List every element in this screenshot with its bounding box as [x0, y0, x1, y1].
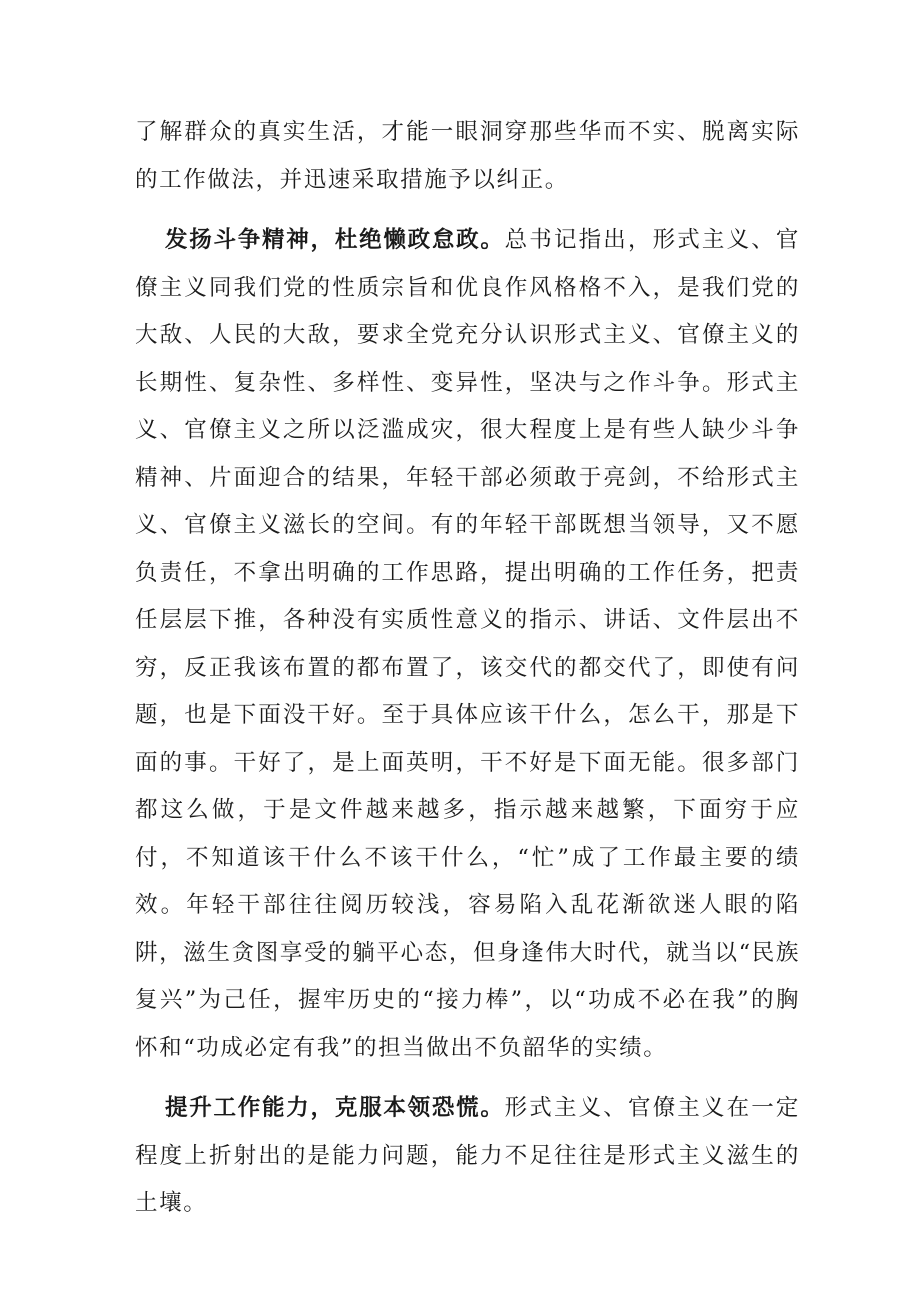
paragraph-lead: 发扬斗争精神，杜绝懒政怠政。: [165, 227, 505, 253]
document-body: [135, 109, 800, 1228]
paragraph-text: 形式主义、官僚主义在一定程度上折射出的是能力问题，能力不足往往是形式主义滋生的土壤。: [135, 1095, 800, 1216]
paragraph-text: 总书记指出，形式主义、官僚主义同我们党的性质宗旨和优良作风格格不入，是我们党的大敌、人民的大敌，要求全党充分认识形式主义、官僚主义的长期性、复杂性、多样性、变异性，坚决与之作斗争。形式主义、官僚主义之所以泛滥成灾，很大程度上是有些人缺少斗争精神、片面迎合的结果，年轻干部必须敢于亮剑，不给形式主义、官僚主义滋长的空间。有的年轻干部既想当领导，又不愿负责任，不拿出明确的工作思路，提出明确的工作任务，把责任层层下推，各种没有实质性意义的指示、讲话、文件层出不穷，反正我该布置的都布置了，该交代的都交代了，即使有问题，也是下面没干好。至于具体应该干什么，怎么干，那是下面的事。干好了，是上面英明，干不好是下面无能。很多部门都这么做，于是文件越来越多，指示越来越繁，下面穷于应付，不知道该干什么不该干什么，“忙”成了工作最主要的绩效。年轻干部往往阅历较浅，容易陷入乱花渐欲迷人眼的陷阱，滋生贪图享受的躺平心态，但身逢伟大时代，就当以“民族复兴”为己任，握牢历史的“接力棒”，以“功成不必在我”的胸怀和“功成必定有我”的担当做出不负韶华的实绩。: [135, 227, 800, 1061]
paragraph-struggle-spirit: [135, 217, 800, 1072]
paragraph-lead: 提升工作能力，克服本领恐慌。: [165, 1095, 505, 1121]
paragraph-text: 了解群众的真实生活，才能一眼洞穿那些华而不实、脱离实际的工作做法，并迅速采取措施予以纠正。: [135, 119, 800, 193]
paragraph-work-ability: [135, 1085, 800, 1228]
paragraph-continuation: [135, 109, 800, 204]
